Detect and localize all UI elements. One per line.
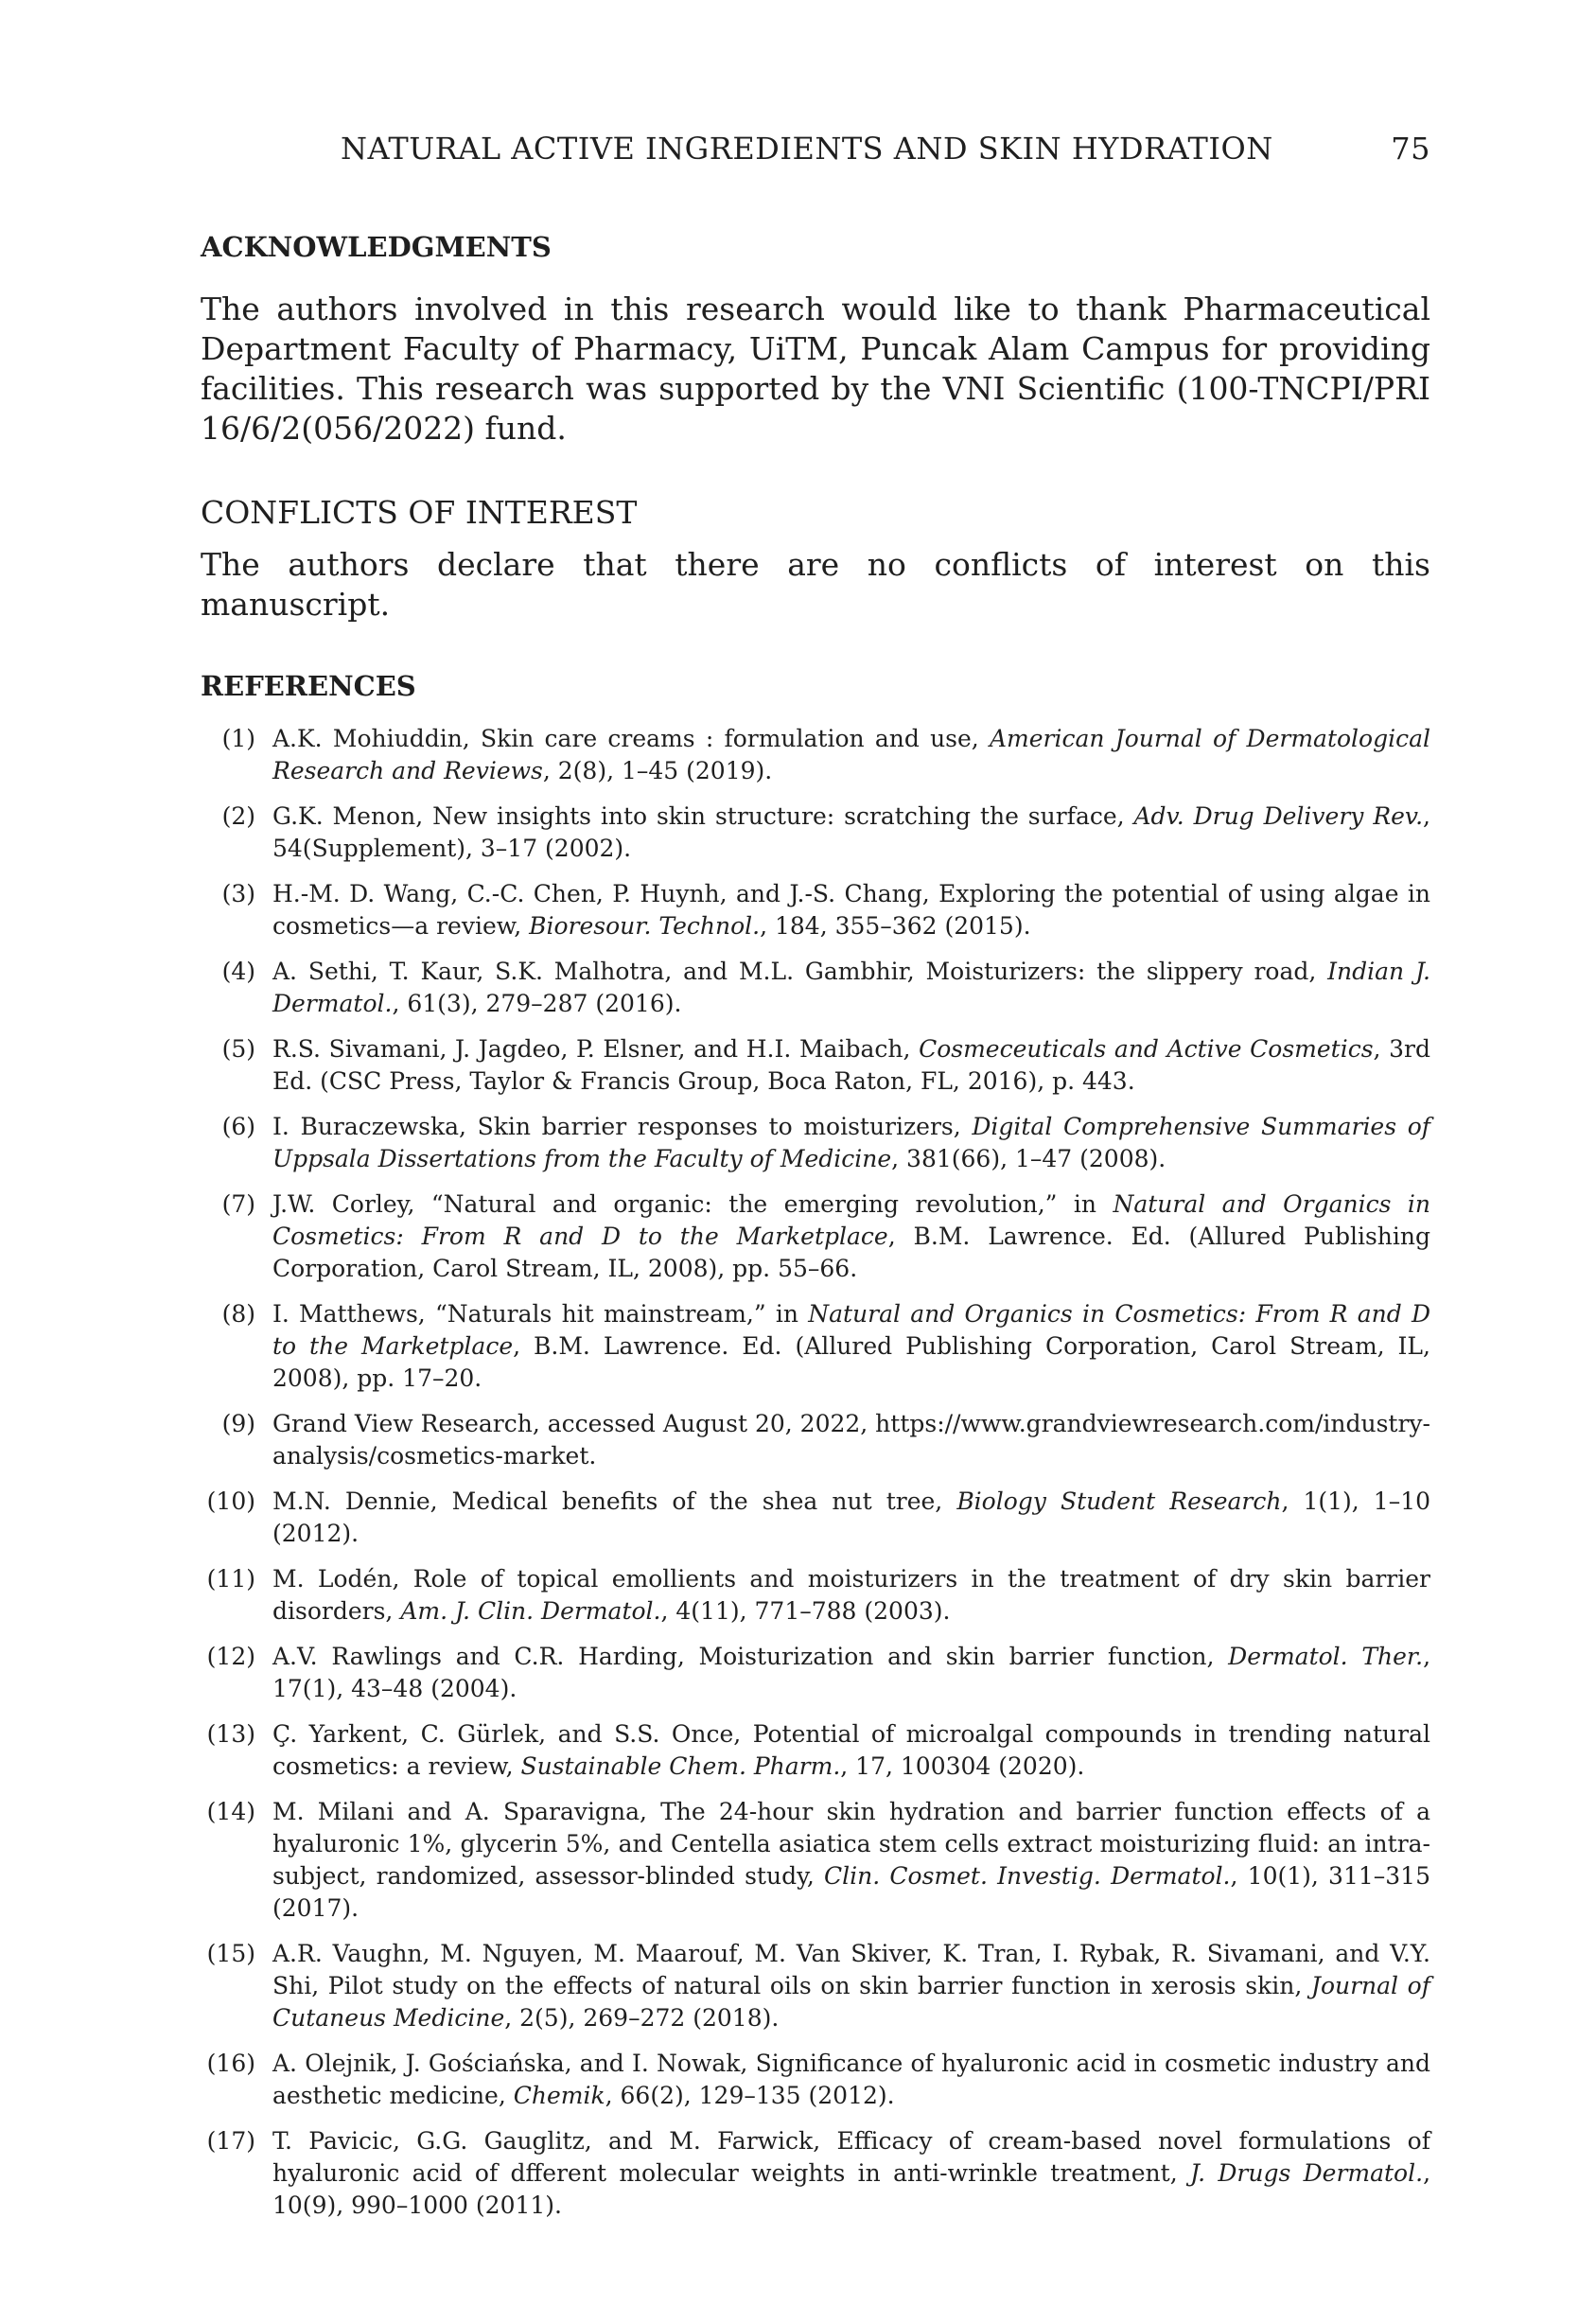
reference-source: Journal of Cutaneus Medicine xyxy=(272,1972,1430,2032)
reference-number: (13) xyxy=(206,1720,255,1748)
reference-authors-title: M. Lodén, Role of topical emollients and moisturizers in the treatment of dry skin barrier disorders, xyxy=(272,1565,1430,1625)
reference-source: Dermatol. Ther. xyxy=(1228,1643,1424,1670)
reference-source: Clin. Cosmet. Investig. Dermatol. xyxy=(824,1862,1231,1890)
running-title: NATURAL ACTIVE INGREDIENTS AND SKIN HYDRATION xyxy=(341,131,1273,167)
reference-source: Natural and Organics in Cosmetics: From R and D to the Marketplace xyxy=(272,1190,1430,1250)
acknowledgments-text: The authors involved in this research would like to thank Pharmaceutical Department Faculty of Pharmacy, UiTM, Puncak Alam Campus for providing facilities. This research was supported by the VNI Scientific (100-TNCPI/PRI 16/6/2(056/2022) fund. xyxy=(201,290,1430,447)
references-heading: REFERENCES xyxy=(201,670,416,702)
reference-number: (6) xyxy=(221,1113,255,1140)
reference-item xyxy=(201,1033,1430,1098)
reference-number: (17) xyxy=(206,2127,255,2155)
reference-source: American Journal of Dermatological Research and Reviews xyxy=(272,725,1430,784)
reference-text xyxy=(259,1641,1430,1705)
reference-text xyxy=(259,1408,1430,1472)
reference-source: Sustainable Chem. Pharm. xyxy=(520,1752,841,1780)
reference-details: , 17, 100304 (2020). xyxy=(840,1752,1085,1780)
reference-item xyxy=(201,1486,1430,1550)
reference-item xyxy=(201,1188,1430,1285)
reference-item xyxy=(201,1111,1430,1175)
acknowledgments-heading: ACKNOWLEDGMENTS xyxy=(201,231,552,263)
reference-item xyxy=(201,1563,1430,1628)
reference-details: , 10(9), 990–1000 (2011). xyxy=(272,2159,1431,2219)
page-number: 75 xyxy=(1391,131,1430,167)
reference-item xyxy=(201,801,1430,865)
reference-source: Chemik xyxy=(513,2082,605,2109)
reference-number: (15) xyxy=(206,1940,255,1967)
reference-details: , 2(8), 1–45 (2019). xyxy=(542,757,773,784)
reference-authors-title: M. Milani and A. Sparavigna, The 24-hour skin hydration and barrier function effects of a hyaluronic 1%, glycerin 5%, and Centella asiatica stem cells extract moisturizing fluid: an intra-subject, randomized, assessor-blinded study, xyxy=(272,1798,1430,1890)
reference-source: Am. J. Clin. Dermatol. xyxy=(400,1597,661,1625)
reference-details: , 4(11), 771–788 (2003). xyxy=(660,1597,951,1625)
reference-text xyxy=(259,1188,1430,1285)
reference-text xyxy=(259,1938,1430,2034)
reference-authors-title: J.W. Corley, “Natural and organic: the emerging revolution,” in xyxy=(272,1190,1114,1218)
conflicts-text: The authors declare that there are no conflicts of interest on this manuscript. xyxy=(201,546,1430,623)
reference-authors-title: I. Matthews, “Naturals hit mainstream,” in xyxy=(272,1300,809,1328)
reference-text xyxy=(259,801,1430,865)
reference-item xyxy=(201,878,1430,942)
reference-item xyxy=(201,1796,1430,1925)
reference-text xyxy=(259,1563,1430,1628)
reference-number: (2) xyxy=(221,802,255,830)
reference-details: , 1(1), 1–10 (2012). xyxy=(272,1487,1431,1547)
reference-details: , 66(2), 129–135 (2012). xyxy=(605,2082,895,2109)
reference-number: (1) xyxy=(221,725,255,752)
conflicts-heading: CONFLICTS OF INTEREST xyxy=(201,494,638,531)
reference-details: , 184, 355–362 (2015). xyxy=(760,912,1031,940)
reference-authors-title: T. Pavicic, G.G. Gauglitz, and M. Farwick, Efficacy of cream-based novel formulations of hyaluronic acid of dfferent molecular weights in anti-wrinkle treatment, xyxy=(272,2127,1430,2187)
reference-source: J. Drugs Dermatol. xyxy=(1189,2159,1424,2187)
reference-text xyxy=(259,1033,1430,1098)
reference-details: , 2(5), 269–272 (2018). xyxy=(504,2004,780,2032)
reference-number: (12) xyxy=(206,1643,255,1670)
reference-authors-title: A.K. Mohiuddin, Skin care creams : formulation and use, xyxy=(272,725,990,752)
reference-authors-title: A. Olejnik, J. Gościańska, and I. Nowak, Significance of hyaluronic acid in cosmetic industry and aesthetic medicine, xyxy=(272,2050,1430,2109)
reference-details: , 381(66), 1–47 (2008). xyxy=(891,1145,1166,1172)
reference-list xyxy=(201,723,1430,2235)
reference-item xyxy=(201,956,1430,1020)
reference-item xyxy=(201,1298,1430,1395)
reference-authors-title: H.-M. D. Wang, C.-C. Chen, P. Huynh, and J.-S. Chang, Exploring the potential of using algae in cosmetics—a review, xyxy=(272,880,1430,940)
reference-authors-title: A.V. Rawlings and C.R. Harding, Moisturization and skin barrier function, xyxy=(272,1643,1229,1670)
reference-details: , 17(1), 43–48 (2004). xyxy=(272,1643,1431,1702)
reference-number: (9) xyxy=(221,1410,255,1437)
reference-source: Indian J. Dermatol. xyxy=(272,958,1430,1017)
reference-number: (8) xyxy=(221,1300,255,1328)
reference-text xyxy=(259,1486,1430,1550)
reference-authors-title: R.S. Sivamani, J. Jagdeo, P. Elsner, and H.I. Maibach, xyxy=(272,1035,920,1063)
reference-authors-title: A. Sethi, T. Kaur, S.K. Malhotra, and M.L. Gambhir, Moisturizers: the slippery road, xyxy=(272,958,1328,985)
reference-text xyxy=(259,1718,1430,1783)
reference-source: Bioresour. Technol. xyxy=(529,912,761,940)
reference-number: (14) xyxy=(206,1798,255,1825)
reference-details: , 61(3), 279–287 (2016). xyxy=(392,990,682,1017)
reference-source: Natural and Organics in Cosmetics: From R and D to the Marketplace xyxy=(272,1300,1430,1360)
reference-authors-title: G.K. Menon, New insights into skin structure: scratching the surface, xyxy=(272,802,1134,830)
reference-number: (3) xyxy=(221,880,255,907)
reference-authors-title: Ç. Yarkent, C. Gürlek, and S.S. Once, Potential of microalgal compounds in trending natural cosmetics: a review, xyxy=(272,1720,1430,1780)
reference-source: Cosmeceuticals and Active Cosmetics xyxy=(919,1035,1374,1063)
reference-item xyxy=(201,1718,1430,1783)
reference-text xyxy=(259,956,1430,1020)
reference-number: (4) xyxy=(221,958,255,985)
reference-text xyxy=(259,2048,1430,2112)
reference-number: (10) xyxy=(206,1487,255,1515)
reference-item xyxy=(201,1641,1430,1705)
reference-source: Adv. Drug Delivery Rev. xyxy=(1133,802,1424,830)
reference-authors-title: I. Buraczewska, Skin barrier responses to moisturizers, xyxy=(272,1113,973,1140)
reference-text xyxy=(259,878,1430,942)
reference-item xyxy=(201,1938,1430,2034)
reference-details: , B.M. Lawrence. Ed. (Allured Publishing Corporation, Carol Stream, IL, 2008), pp. 17–20. xyxy=(272,1332,1430,1392)
reference-source: Digital Comprehensive Summaries of Uppsala Dissertations from the Faculty of Medicine xyxy=(272,1113,1430,1172)
reference-authors-title: Grand View Research, accessed August 20, 2022, https://www.grandviewresearch.com/industry-analysis/cosmetics-market. xyxy=(272,1410,1430,1470)
reference-item xyxy=(201,1408,1430,1472)
reference-authors-title: A.R. Vaughn, M. Nguyen, M. Maarouf, M. Van Skiver, K. Tran, I. Rybak, R. Sivamani, and V.Y. Shi, Pilot study on the effects of natural oils on skin barrier function in xerosis skin, xyxy=(272,1940,1430,1999)
reference-text xyxy=(259,1796,1430,1925)
reference-item xyxy=(201,2048,1430,2112)
reference-item xyxy=(201,2125,1430,2222)
reference-number: (5) xyxy=(221,1035,255,1063)
reference-text xyxy=(259,1298,1430,1395)
reference-number: (7) xyxy=(221,1190,255,1218)
reference-item xyxy=(201,723,1430,787)
reference-authors-title: M.N. Dennie, Medical benefits of the shea nut tree, xyxy=(272,1487,957,1515)
reference-text xyxy=(259,723,1430,787)
reference-text xyxy=(259,1111,1430,1175)
reference-source: Biology Student Research xyxy=(956,1487,1282,1515)
reference-details: , 54(Supplement), 3–17 (2002). xyxy=(272,802,1430,862)
reference-number: (11) xyxy=(206,1565,255,1593)
reference-details: , B.M. Lawrence. Ed. (Allured Publishing Corporation, Carol Stream, IL, 2008), pp. 55–66. xyxy=(272,1223,1430,1282)
reference-number: (16) xyxy=(206,2050,255,2077)
reference-text xyxy=(259,2125,1430,2222)
reference-details: , 3rd Ed. (CSC Press, Taylor & Francis Group, Boca Raton, FL, 2016), p. 443. xyxy=(272,1035,1430,1095)
reference-details: , 10(1), 311–315 (2017). xyxy=(272,1862,1430,1922)
